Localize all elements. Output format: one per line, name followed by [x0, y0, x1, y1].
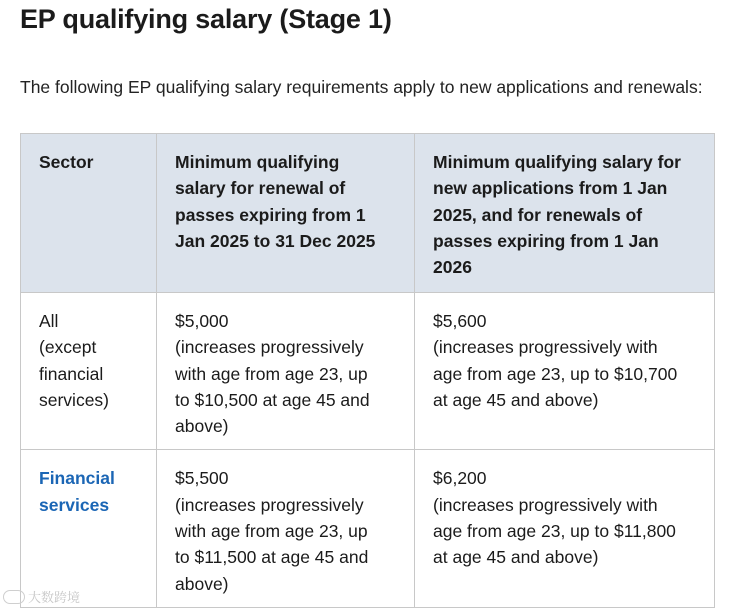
header-sector: Sector [21, 134, 157, 293]
watermark [3, 587, 80, 606]
page-title: EP qualifying salary (Stage 1) [20, 4, 392, 34]
sector-cell [21, 450, 157, 607]
watermark-text: 大数跨境 [28, 590, 81, 605]
table-row [21, 293, 715, 450]
renewal-salary-cell: $5,500 (increases progressively with age from age 23, up to $11,500 at age 45 and above) [157, 450, 415, 607]
table-header-row [21, 134, 715, 293]
watermark-logo-icon [3, 590, 25, 604]
header-new-application-salary: Minimum qualifying salary for new applications from 1 Jan 2025, and for renewals of passes expiring from 1 Jan 2026 [415, 134, 715, 293]
salary-table [20, 133, 715, 608]
financial-services-link[interactable]: Financial services [39, 468, 115, 515]
table-row [21, 450, 715, 607]
sector-cell: All (except financial services) [21, 293, 157, 450]
new-application-salary-cell: $6,200 (increases progressively with age from age 23, up to $11,800 at age 45 and above) [415, 450, 715, 607]
intro-paragraph: The following EP qualifying salary requirements apply to new applications and renewals: [20, 76, 703, 97]
renewal-salary-cell: $5,000 (increases progressively with age from age 23, up to $10,500 at age 45 and above) [157, 293, 415, 450]
new-application-salary-cell: $5,600 (increases progressively with age from age 23, up to $10,700 at age 45 and above) [415, 293, 715, 450]
header-renewal-salary: Minimum qualifying salary for renewal of passes expiring from 1 Jan 2025 to 31 Dec 2025 [157, 134, 415, 293]
